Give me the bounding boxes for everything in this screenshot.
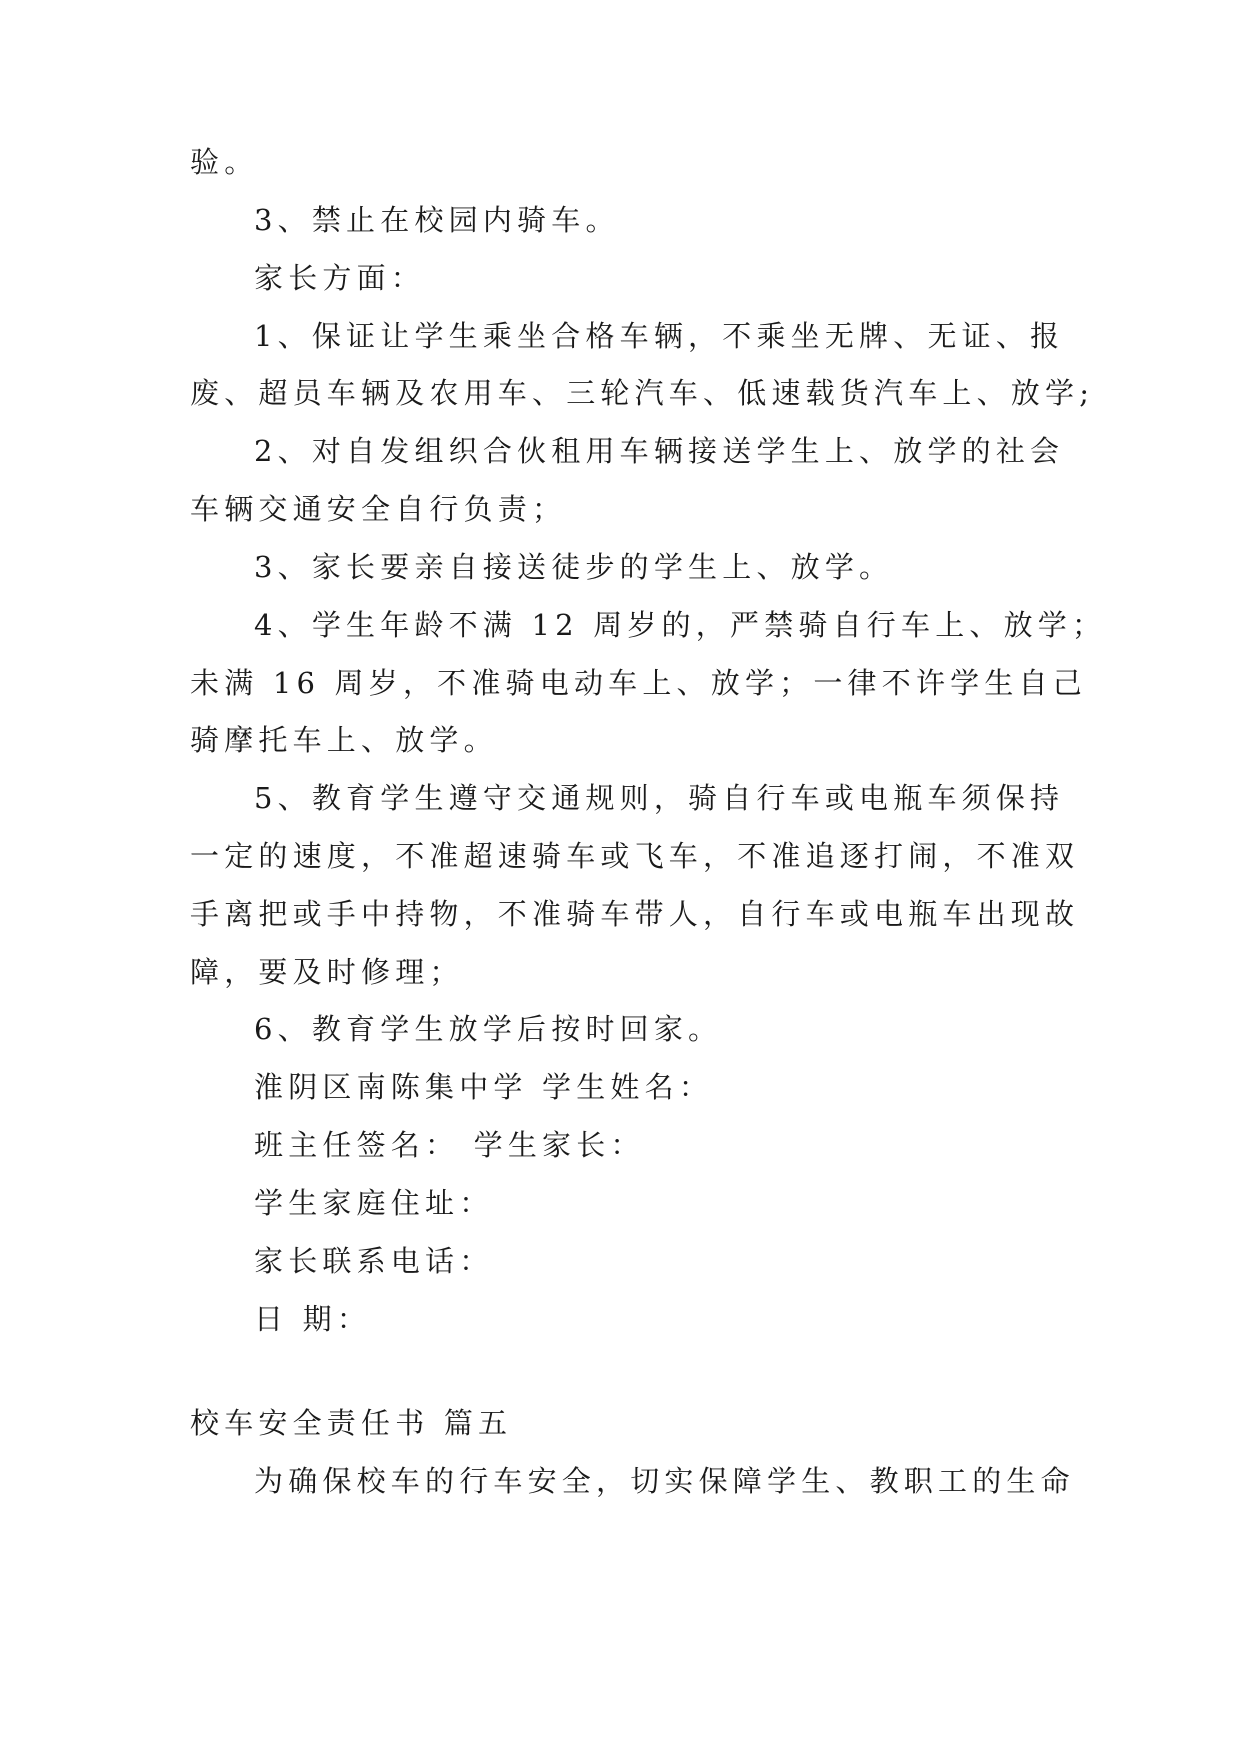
signature-field-line: 学生家庭住址： [254,1186,494,1220]
paragraph-line: 未满 16 周岁，不准骑电动车上、放学；一律不许学生自己 [190,666,1087,700]
signature-field-line: 家长联系电话： [254,1244,494,1278]
paragraph-line: 2、对自发组织合伙租用车辆接送学生上、放学的社会 [254,434,1065,468]
paragraph-line: 验。 [190,145,259,179]
signature-field-line: 淮阴区南陈集中学 学生姓名： [254,1070,714,1104]
signature-field-line: 日 期： [254,1302,372,1336]
section-heading: 家长方面： [254,261,426,295]
paragraph-line: 5、教育学生遵守交通规则，骑自行车或电瓶车须保持 [254,781,1065,815]
paragraph-line: 为确保校车的行车安全，切实保障学生、教职工的生命 [254,1464,1075,1498]
signature-field-line: 班主任签名： 学生家长： [254,1128,645,1162]
paragraph-line: 障，要及时修理； [190,955,464,989]
paragraph-line: 废、超员车辆及农用车、三轮汽车、低速载货汽车上、放学; [190,376,1095,410]
paragraph-line: 1、保证让学生乘坐合格车辆，不乘坐无牌、无证、报 [254,319,1065,353]
paragraph-line: 骑摩托车上、放学。 [190,723,498,757]
paragraph-line: 3、禁止在校园内骑车。 [254,203,620,237]
paragraph-line: 3、家长要亲自接送徒步的学生上、放学。 [254,550,894,584]
paragraph-line: 4、学生年龄不满 12 周岁的，严禁骑自行车上、放学； [254,608,1107,642]
paragraph-line: 车辆交通安全自行负责； [190,492,567,526]
paragraph-line: 6、教育学生放学后按时回家。 [254,1012,723,1046]
paragraph-line: 手离把或手中持物，不准骑车带人，自行车或电瓶车出现故 [190,897,1080,931]
paragraph-line: 一定的速度，不准超速骑车或飞车，不准追逐打闹，不准双 [190,839,1080,873]
section-title: 校车安全责任书 篇五 [190,1406,513,1440]
